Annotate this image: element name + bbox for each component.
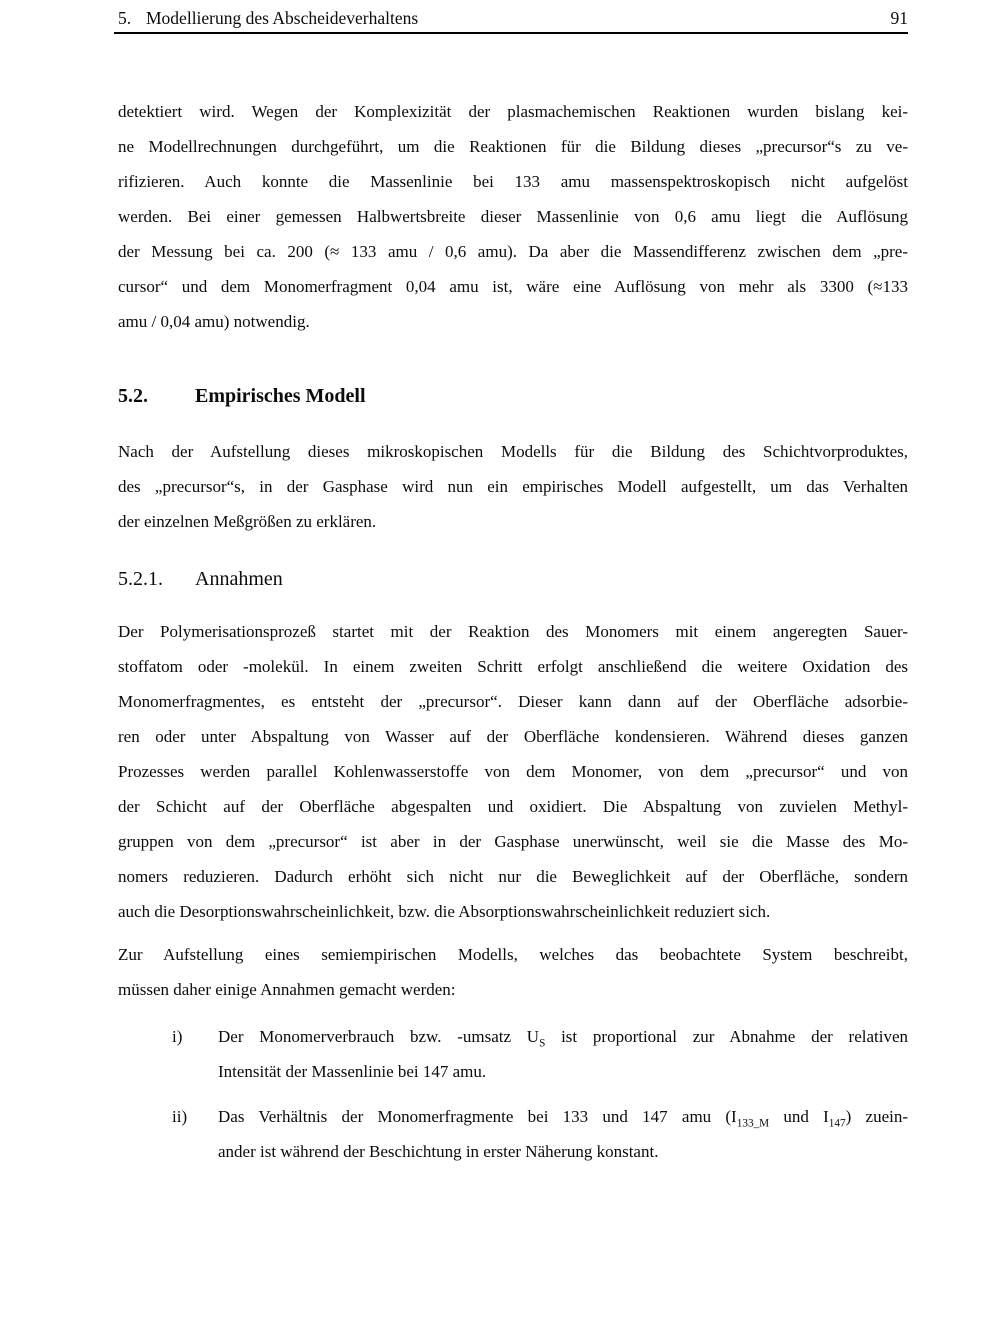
list-item-text [218, 1019, 908, 1089]
text-line: Prozesses werden parallel Kohlenwasserstoffe von dem Monomer, von dem „precursor“ und von [118, 762, 908, 781]
page-number: 91 [890, 8, 908, 28]
text-line: cursor“ und dem Monomerfragment 0,04 amu ist, wäre eine Auflösung von mehr als 3300 (≈133 [118, 277, 908, 296]
subsection-number: 5.2.1. [118, 568, 163, 590]
text-line: der einzelnen Meßgrößen zu erklären. [118, 512, 377, 531]
text-line: ne Modellrechnungen durchgeführt, um die Reaktionen für die Bildung dieses „precursor“s zu ve- [118, 137, 908, 156]
paragraph-assumptions-intro [118, 937, 908, 1007]
paragraph-intro [118, 94, 908, 339]
list-marker: i) [172, 1027, 183, 1046]
text-line: Das Verhältnis der Monomerfragmente bei 133 und 147 amu ($I_{133\_M}$ und $I_{147}$) zuein- [218, 1107, 908, 1130]
chapter-number: 5. [118, 8, 132, 28]
text-line: ander ist während der Beschichtung in erster Näherung konstant. [218, 1142, 659, 1161]
paragraph-empirical-model [118, 434, 908, 539]
text-line: des „precursor“s, in der Gasphase wird nun ein empirisches Modell aufgestellt, um das Verhalten [118, 477, 908, 496]
assumption-item-ii [118, 1099, 908, 1169]
list-marker: ii) [172, 1107, 188, 1126]
text-line: detektiert wird. Wegen der Komplexizität der plasmachemischen Reaktionen wurden bislang kei- [118, 102, 908, 121]
text-line: werden. Bei einer gemessen Halbwertsbreite dieser Massenlinie von 0,6 amu liegt die Auflösung [118, 207, 908, 226]
list-item-text [218, 1099, 908, 1169]
text-line: Intensität der Massenlinie bei 147 amu. [218, 1062, 487, 1081]
running-chapter-title [118, 7, 418, 29]
header-rule [114, 32, 908, 34]
text-line: Der Monomerverbrauch bzw. -umsatz $U_S$ ist proportional zur Abnahme der relativen [218, 1027, 908, 1050]
assumption-item-i [118, 1019, 908, 1089]
text-line: der Schicht auf der Oberfläche abgespalten und oxidiert. Die Abspaltung von zuvielen Methyl- [118, 797, 908, 816]
section-heading-5-2-1 [118, 566, 908, 592]
text-line: stoffatom oder -molekül. In einem zweiten Schritt erfolgt anschließend die weitere Oxidation des [118, 657, 908, 676]
text-line: ren oder unter Abspaltung von Wasser auf der Oberfläche kondensieren. Während dieses ganzen [118, 727, 908, 746]
section-number: 5.2. [118, 385, 148, 407]
text-line: Nach der Aufstellung dieses mikroskopischen Modells für die Bildung des Schichtvorproduktes, [118, 442, 908, 461]
text-line: Der Polymerisationsprozeß startet mit der Reaktion des Monomers mit einem angeregten Sauer- [118, 622, 908, 641]
section-title: Empirisches Modell [195, 385, 366, 407]
section-heading-5-2 [118, 383, 908, 409]
text-line: der Messung bei ca. 200 (≈ 133 amu / 0,6 amu). Da aber die Massendifferenz zwischen dem „pre- [118, 242, 908, 261]
text-line: müssen daher einige Annahmen gemacht werden: [118, 980, 456, 999]
paragraph-polymerisation [118, 614, 908, 929]
page-header [118, 7, 908, 29]
chapter-title: Modellierung des Abscheideverhaltens [146, 8, 419, 28]
text-line: Zur Aufstellung eines semiempirischen Modells, welches das beobachtete System beschreibt, [118, 945, 908, 964]
text-line: rifizieren. Auch konnte die Massenlinie bei 133 amu massenspektroskopisch nicht aufgelöst [118, 172, 908, 191]
text-line: Monomerfragmentes, es entsteht der „precursor“. Dieser kann dann auf der Oberfläche adsorbie- [118, 692, 908, 711]
text-line: gruppen von dem „precursor“ ist aber in der Gasphase unerwünscht, weil sie die Masse des Mo- [118, 832, 908, 851]
subsection-title: Annahmen [195, 568, 283, 590]
text-line: nomers reduzieren. Dadurch erhöht sich nicht nur die Beweglichkeit auf der Oberfläche, sondern [118, 867, 908, 886]
text-line: auch die Desorptionswahrscheinlichkeit, bzw. die Absorptionswahrscheinlichkeit reduziert sich. [118, 902, 771, 921]
text-line: amu / 0,04 amu) notwendig. [118, 312, 310, 331]
